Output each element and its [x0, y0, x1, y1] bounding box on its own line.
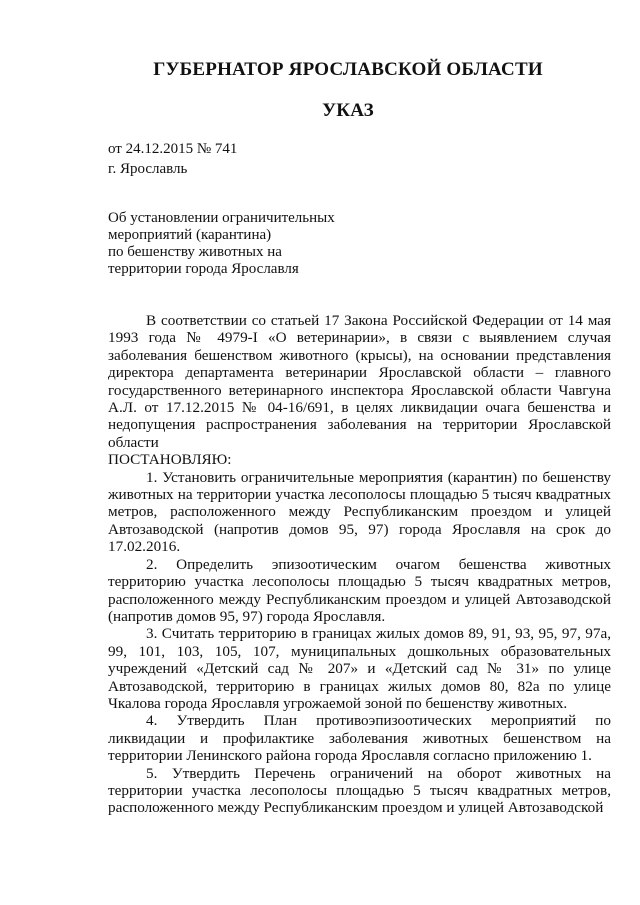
subject-line: территории города Ярославля [108, 261, 299, 277]
subject-line: мероприятий (карантина) [108, 227, 272, 243]
decree-subject [108, 210, 368, 278]
issuing-authority-title: ГУБЕРНАТОР ЯРОСЛАВСКОЙ ОБЛАСТИ [153, 59, 543, 80]
decree-item-4: 4. Утвердить План противоэпизоотических мероприятий по ликвидации и профилактике заболевания животных бешенством на территории Ленинского района города Ярославля согласно приложению 1. [108, 712, 611, 765]
decree-body [108, 312, 611, 817]
subject-line: Об установлении ограничительных [108, 210, 335, 226]
decree-date-number: от 24.12.2015 № 741 [108, 141, 238, 157]
decree-city: г. Ярославль [108, 161, 188, 177]
decree-item-2: 2. Определить эпизоотическим очагом бешенства животных территорию участка лесополосы площадью 5 тысяч квадратных метров, расположенного между Республиканским проездом и улицей Автозаводской (напротив домов 95, 97) города Ярославля. [108, 555, 611, 625]
decree-item-3: 3. Считать территорию в границах жилых домов 89, 91, 93, 95, 97, 97а, 99, 101, 103, 105, 107, муниципальных дошкольных образовательных учреждений «Детский сад № 207» и «Детский сад № 31» по улице Автозаводской, территорию в границах жилых домов 80, 82а по улице Чкалова города Ярославля угрожаемой зоной по бешенству животных. [108, 625, 611, 712]
subject-line: по бешенству животных на [108, 244, 282, 260]
resolve-heading: ПОСТАНОВЛЯЮ: [108, 451, 232, 469]
decree-item-5: 5. Утвердить Перечень ограничений на оборот животных на территории участка лесополосы площадью 5 тысяч квадратных метров, расположенного между Республиканским проездом и улицей Автозаводской [108, 764, 611, 817]
preamble-paragraph: В соответствии со статьей 17 Закона Российской Федерации от 14 мая 1993 года № 4979-I «О ветеринарии», в связи с выявлением случая заболевания бешенством животного (крысы), на основании представления директора департамента ветеринарии Ярославской области – главного государственного ветеринарного инспектора Ярославской области Чавгуна А.Л. от 17.12.2015 № 04-16/691, в целях ликвидации очага бешенства и недопущения распространения заболевания на территории Ярославской области [108, 312, 611, 451]
decree-item-1: 1. Установить ограничительные мероприятия (карантин) по бешенству животных на территории участка лесополосы площадью 5 тысяч квадратных метров, расположенного между Республиканским проездом и улицей Автозаводской (напротив домов 95, 97) города Ярославля на срок до 17.02.2016. [108, 468, 611, 556]
document-type-title: УКАЗ [322, 100, 374, 121]
